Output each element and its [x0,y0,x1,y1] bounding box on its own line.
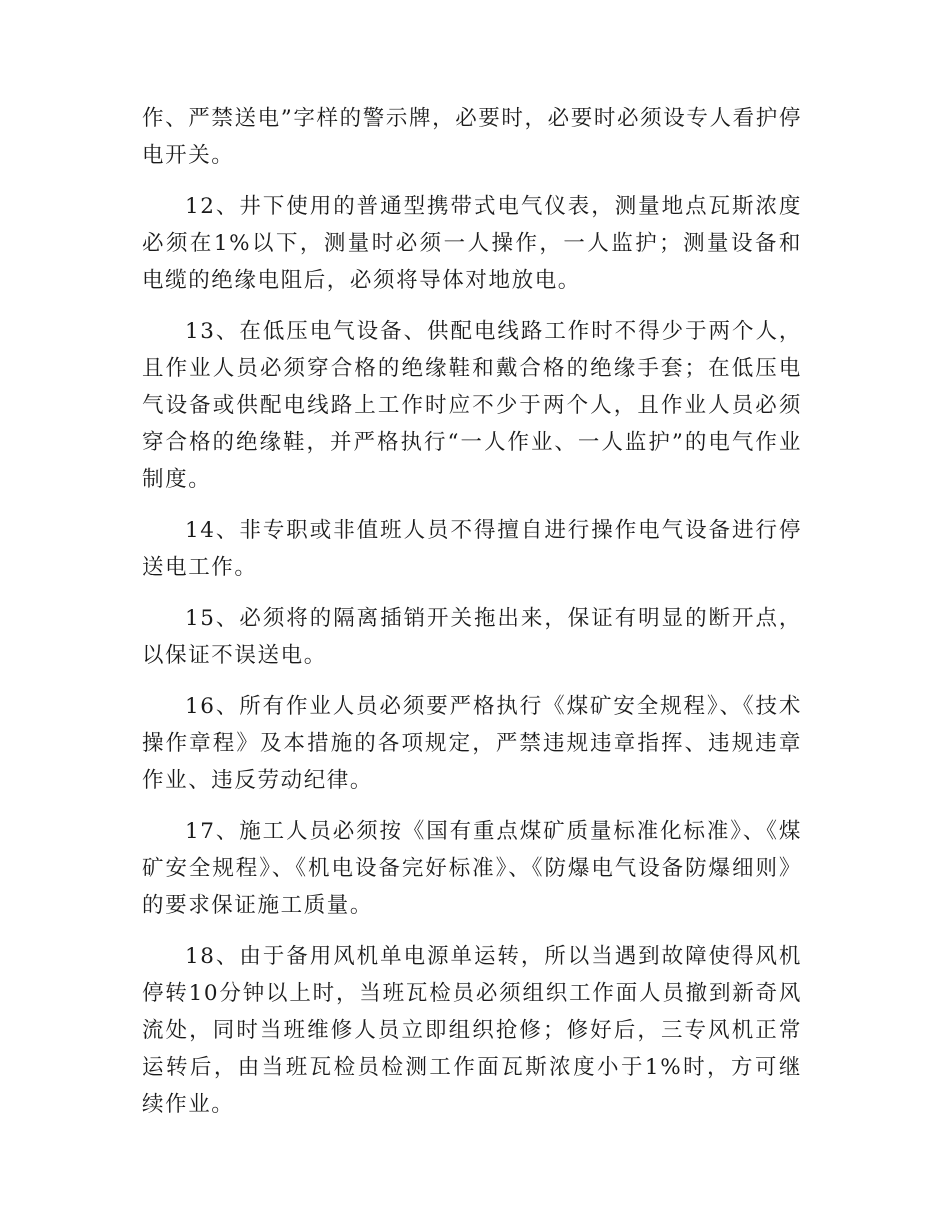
paragraph-item-13: 13、在低压电气设备、供配电线路工作时不得少于两个人，且作业人员必须穿合格的绝缘鞋和戴合格的绝缘手套；在低压电气设备或供配电线路上工作时应不少于两个人，且作业人员必须穿合格的绝缘鞋，并严格执行“一人作业、一人监护”的电气作业制度。 [142,319,802,492]
paragraph-item-17: 17、施工人员必须按《国有重点煤矿质量标准化标准》、《煤矿安全规程》、《机电设备完好标准》、《防爆电气设备防爆细则》的要求保证施工质量。 [142,819,802,918]
document-page [142,100,802,1137]
paragraph-item-12: 12、井下使用的普通型携带式电气仪表，测量地点瓦斯浓度必须在1%以下，测量时必须一人操作，一人监护；测量设备和电缆的绝缘电阻后，必须将导体对地放电。 [142,194,802,293]
paragraph-continuation: 作、严禁送电”字样的警示牌，必要时，必要时必须设专人看护停电开关。 [142,106,802,168]
paragraph-item-16: 16、所有作业人员必须要严格执行《煤矿安全规程》、《技术操作章程》及本措施的各项规定，严禁违规违章指挥、违规违章作业、违反劳动纪律。 [142,694,802,793]
paragraph-item-14: 14、非专职或非值班人员不得擅自进行操作电气设备进行停送电工作。 [142,518,802,580]
paragraph-item-15: 15、必须将的隔离插销开关拖出来，保证有明显的断开点，以保证不误送电。 [142,606,802,668]
paragraph-item-18: 18、由于备用风机单电源单运转，所以当遇到故障使得风机停转10分钟以上时，当班瓦检员必须组织工作面人员撤到新奇风流处，同时当班维修人员立即组织抢修；修好后，三专风机正常运转后，由当班瓦检员检测工作面瓦斯浓度小于1%时，方可继续作业。 [142,944,802,1117]
